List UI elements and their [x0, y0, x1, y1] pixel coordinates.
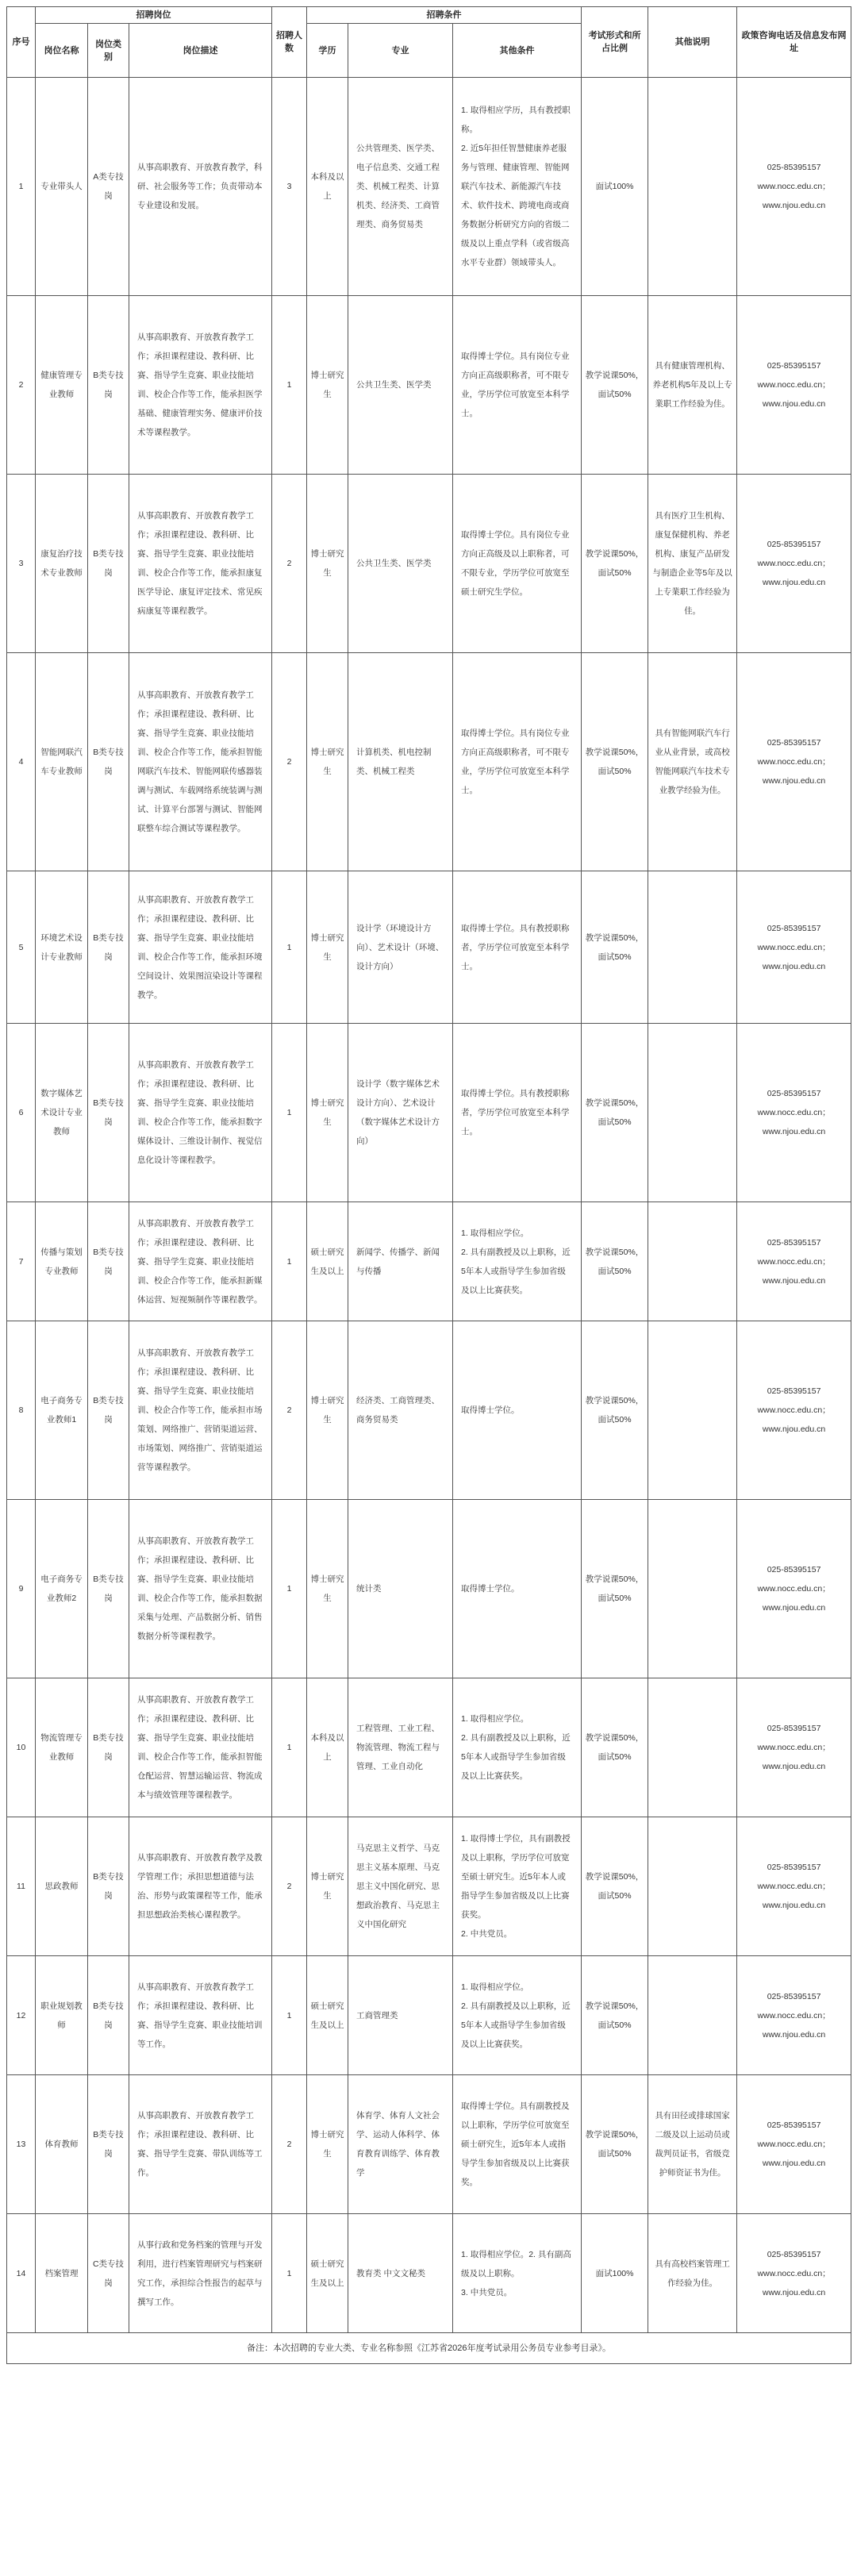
other-conditions: 取得博士学位。具有岗位专业方向正高级职称者，可不限专业，学历学位可放宽至本科学士。 — [453, 296, 582, 475]
header-group-conditions: 招聘条件 — [307, 7, 582, 24]
row-index: 8 — [7, 1321, 36, 1500]
other-conditions: 1. 取得博士学位，具有副教授及以上职称，学历学位可放宽至硕士研究生。近5年本人或指导学生参加省级及以上比赛获奖。 2. 中共党员。 — [453, 1817, 582, 1956]
contact-phone: 025-85395157 — [767, 1863, 821, 1872]
header-contact: 政策咨询电话及信息发布网址 — [737, 7, 851, 78]
table-row — [7, 1321, 851, 1500]
recruit-count: 1 — [272, 871, 307, 1024]
contact-phone: 025-85395157 — [767, 923, 821, 933]
info-url-link[interactable]: www.nocc.edu.cn； — [757, 559, 831, 568]
recruitment-table-container — [6, 6, 851, 2364]
other-note: 具有健康管理机构、养老机构5年及以上专業职工作经验为佳。 — [648, 296, 737, 475]
post-description: 从事高职教育、开放教育教学工作；承担课程建设、教科研、比赛、指导学生竞赛、职业技能培训、校企合作等工作，能承担环境空间设计、效果图渲染设计等课程教学。 — [129, 871, 272, 1024]
other-conditions: 取得博士学位。具有教授职称者，学历学位可放宽至本科学士。 — [453, 1024, 582, 1202]
other-conditions: 1. 取得相应学位。 2. 具有副教授及以上职称，近5年本人或指导学生参加省级及以上比赛获奖。 — [453, 1678, 582, 1817]
post-name: 环境艺术设计专业教师 — [36, 871, 88, 1024]
header-group-post: 招聘岗位 — [36, 7, 272, 24]
post-type: B类专技岗 — [88, 1202, 129, 1321]
post-description: 从事高职教育、开放教育教学工作；承担课程建设、教科研、比赛、指导学生竞赛、职业技能培训、校企合作等工作，能承担医学基础、健康管理实务、健康评价技术等课程教学。 — [129, 296, 272, 475]
row-index: 7 — [7, 1202, 36, 1321]
header-count: 招聘人数 — [272, 7, 307, 78]
major: 设计学（数字媒体艺术设计方向）、艺术设计（数字媒体艺术设计方向） — [348, 1024, 453, 1202]
table-row — [7, 653, 851, 871]
contact-info — [737, 1321, 851, 1500]
contact-info — [737, 296, 851, 475]
recruit-count: 1 — [272, 1678, 307, 1817]
other-note — [648, 1024, 737, 1202]
post-type: B类专技岗 — [88, 871, 129, 1024]
info-url-link[interactable]: www.njou.edu.cn — [762, 2029, 826, 2040]
contact-phone: 025-85395157 — [767, 1089, 821, 1098]
post-name: 传播与策划专业教师 — [36, 1202, 88, 1321]
degree: 博士研究生 — [307, 296, 348, 475]
recruit-count: 1 — [272, 2214, 307, 2333]
contact-phone: 025-85395157 — [767, 1237, 821, 1248]
post-name: 康复治疗技术专业教师 — [36, 475, 88, 653]
exam-form: 面试100% — [582, 2214, 648, 2333]
other-conditions: 取得博士学位。具有岗位专业方向正高级及以上职称者，可不限专业，学历学位可放宽至硕士研究生学位。 — [453, 475, 582, 653]
contact-phone: 025-85395157 — [767, 540, 821, 549]
header-other-cond: 其他条件 — [453, 24, 582, 78]
other-note — [648, 1202, 737, 1321]
info-url-link[interactable]: www.nocc.edu.cn； — [757, 380, 831, 390]
post-description: 从事高职教育、开放教育教学，科研、社会服务等工作；负责带动本专业建设和发展。 — [129, 78, 272, 296]
table-row — [7, 2214, 851, 2333]
post-description: 从事高职教育、开放教育教学工作；承担课程建设、教科研、比赛、指导学生竞赛、职业技能培训、校企合作等工作，能承担数据采集与处理、产品数据分析、销售数据分析等课程教学。 — [129, 1500, 272, 1678]
exam-form: 教学说课50%，面试50% — [582, 871, 648, 1024]
contact-phone: 025-85395157 — [767, 1724, 821, 1733]
table-row — [7, 78, 851, 296]
post-type: B类专技岗 — [88, 475, 129, 653]
exam-form: 教学说课50%，面试50% — [582, 1956, 648, 2075]
major: 教育类 中文文秘类 — [348, 2214, 453, 2333]
info-url-link[interactable]: www.nocc.edu.cn； — [757, 2268, 831, 2278]
row-index: 11 — [7, 1817, 36, 1956]
major: 马克思主义哲学、马克思主义基本原理、马克思主义中国化研究、思想政治教育、马克思主义中国化研究 — [348, 1817, 453, 1956]
row-index: 10 — [7, 1678, 36, 1817]
exam-form: 面试100% — [582, 78, 648, 296]
major: 新闻学、传播学、新闻与传播 — [348, 1202, 453, 1321]
other-note: 具有高校档案管理工作经验为佳。 — [648, 2214, 737, 2333]
header-post-name: 岗位名称 — [36, 24, 88, 78]
contact-info — [737, 653, 851, 871]
contact-info — [737, 1202, 851, 1321]
row-index: 6 — [7, 1024, 36, 1202]
contact-info — [737, 1678, 851, 1817]
major: 体育学、体育人文社会学、运动人体科学、体育教育训练学、体育教学 — [348, 2075, 453, 2214]
header-other-note: 其他说明 — [648, 7, 737, 78]
table-row — [7, 1202, 851, 1321]
contact-info — [737, 1500, 851, 1678]
other-conditions: 1. 取得相应学位。 2. 具有副教授及以上职称，近5年本人或指导学生参加省级及以上比赛获奖。 — [453, 1956, 582, 2075]
degree: 博士研究生 — [307, 1321, 348, 1500]
contact-phone: 025-85395157 — [767, 1386, 821, 1396]
other-conditions: 1. 取得相应学位。2. 具有副高级及以上职称。 3. 中共党员。 — [453, 2214, 582, 2333]
contact-info — [737, 1956, 851, 2075]
info-url-link[interactable]: www.njou.edu.cn — [762, 2159, 826, 2168]
contact-info — [737, 2214, 851, 2333]
contact-info — [737, 78, 851, 296]
post-description: 从事高职教育、开放教育教学工作；承担课程建设、教科研、比赛、指导学生竞赛、职业技能培训等工作。 — [129, 1956, 272, 2075]
post-type: B类专技岗 — [88, 1817, 129, 1956]
info-url-link[interactable]: www.njou.edu.cn — [762, 1762, 826, 1771]
info-url-link[interactable]: www.njou.edu.cn — [762, 961, 826, 971]
post-type: B类专技岗 — [88, 1024, 129, 1202]
info-url-link[interactable]: www.njou.edu.cn — [762, 1275, 826, 1286]
header-post-desc: 岗位描述 — [129, 24, 272, 78]
recruit-count: 2 — [272, 1321, 307, 1500]
degree: 博士研究生 — [307, 653, 348, 871]
post-name: 专业带头人 — [36, 78, 88, 296]
other-note: 具有医疗卫生机构、康复保健机构、养老机构、康复产品研发与制造企业等5年及以上专業职工作经验为佳。 — [648, 475, 737, 653]
row-index: 3 — [7, 475, 36, 653]
contact-info — [737, 1024, 851, 1202]
info-url-link[interactable]: www.njou.edu.cn — [762, 776, 826, 786]
header-degree: 学历 — [307, 24, 348, 78]
header-index: 序号 — [7, 7, 36, 78]
major: 公共卫生类、医学类 — [348, 296, 453, 475]
info-url-link[interactable]: www.nocc.edu.cn； — [757, 1256, 831, 1267]
row-index: 14 — [7, 2214, 36, 2333]
major: 计算机类、机电控制类、机械工程类 — [348, 653, 453, 871]
recruit-count: 1 — [272, 1024, 307, 1202]
post-type: B类专技岗 — [88, 1678, 129, 1817]
degree: 博士研究生 — [307, 1817, 348, 1956]
exam-form: 教学说课50%，面试50% — [582, 1024, 648, 1202]
info-url-link[interactable]: www.njou.edu.cn — [762, 201, 826, 210]
contact-phone: 025-85395157 — [767, 1565, 821, 1574]
info-url-link[interactable]: www.nocc.edu.cn； — [757, 2140, 831, 2149]
recruit-count: 1 — [272, 296, 307, 475]
exam-form: 教学说课50%，面试50% — [582, 653, 648, 871]
table-row — [7, 2075, 851, 2214]
post-name: 职业规划教师 — [36, 1956, 88, 2075]
row-index: 2 — [7, 296, 36, 475]
info-url-link[interactable]: www.nocc.edu.cn； — [757, 1743, 831, 1752]
exam-form: 教学说课50%，面试50% — [582, 2075, 648, 2214]
info-url-link[interactable]: www.njou.edu.cn — [762, 1424, 826, 1434]
info-url-link[interactable]: www.nocc.edu.cn； — [757, 757, 831, 767]
table-body — [7, 78, 851, 2333]
info-url-link[interactable]: www.nocc.edu.cn； — [757, 182, 831, 191]
info-url-link[interactable]: www.njou.edu.cn — [762, 399, 826, 409]
degree: 博士研究生 — [307, 475, 348, 653]
table-row — [7, 1817, 851, 1956]
info-url-link[interactable]: www.nocc.edu.cn； — [757, 1108, 831, 1117]
header-major: 专业 — [348, 24, 453, 78]
recruit-count: 3 — [272, 78, 307, 296]
degree: 博士研究生 — [307, 871, 348, 1024]
contact-info — [737, 2075, 851, 2214]
exam-form: 教学说课50%，面试50% — [582, 1817, 648, 1956]
row-index: 1 — [7, 78, 36, 296]
exam-form: 教学说课50%，面试50% — [582, 1678, 648, 1817]
major: 工商管理类 — [348, 1956, 453, 2075]
contact-info — [737, 475, 851, 653]
post-type: B类专技岗 — [88, 2075, 129, 2214]
info-url-link[interactable]: www.nocc.edu.cn； — [757, 942, 831, 952]
other-note — [648, 1321, 737, 1500]
post-type: B类专技岗 — [88, 653, 129, 871]
footnote-row — [7, 2333, 851, 2364]
recruit-count: 2 — [272, 2075, 307, 2214]
post-name: 电子商务专业教师2 — [36, 1500, 88, 1678]
degree: 博士研究生 — [307, 1500, 348, 1678]
recruit-count: 1 — [272, 1202, 307, 1321]
post-name: 智能网联汽车专业教师 — [36, 653, 88, 871]
post-description: 从事高职教育、开放教育教学工作；承担课程建设、教科研、比赛、指导学生竞赛、职业技能培训、校企合作等工作，能承担智能仓配运营、智慧运输运营、物流成本与绩效管理等课程教学。 — [129, 1678, 272, 1817]
post-description: 从事高职教育、开放教育教学工作；承担课程建设、教科研、比赛、指导学生竞赛、职业技能培训、校企合作等工作，能承担新媒体运营、短视频制作等课程教学。 — [129, 1202, 272, 1321]
post-description: 从事行政和党务档案的管理与开发利用，进行档案管理研究与档案研究工作，承担综合性报告的起草与撰写工作。 — [129, 2214, 272, 2333]
table-row — [7, 475, 851, 653]
other-conditions: 1. 取得相应学位。 2. 具有副教授及以上职称，近5年本人或指导学生参加省级及以上比赛获奖。 — [453, 1202, 582, 1321]
recruit-count: 1 — [272, 1500, 307, 1678]
post-name: 物流管理专业教师 — [36, 1678, 88, 1817]
table-row — [7, 871, 851, 1024]
post-description: 从事高职教育、开放教育教学工作；承担课程建设、教科研、比赛、指导学生竞赛、职业技能培训、校企合作等工作，能承担市场策划、网络推广、营销渠道运营、市场策划、网络推广、营销渠道运营等课程教学。 — [129, 1321, 272, 1500]
post-type: B类专技岗 — [88, 296, 129, 475]
contact-phone: 025-85395157 — [767, 2120, 821, 2130]
other-conditions: 取得博士学位。 — [453, 1500, 582, 1678]
degree: 硕士研究生及以上 — [307, 1202, 348, 1321]
table-row — [7, 1956, 851, 2075]
major: 统计类 — [348, 1500, 453, 1678]
info-url-link[interactable]: www.nocc.edu.cn； — [757, 1405, 831, 1415]
degree: 博士研究生 — [307, 2075, 348, 2214]
degree: 本科及以上 — [307, 1678, 348, 1817]
info-url-link[interactable]: www.njou.edu.cn — [762, 2287, 826, 2297]
info-url-link[interactable]: www.nocc.edu.cn； — [757, 1882, 831, 1891]
other-note — [648, 1500, 737, 1678]
row-index: 5 — [7, 871, 36, 1024]
post-description: 从事高职教育、开放教育教学及教学管理工作；承担思想道德与法治、形势与政策课程等工作，能承担思想政治类核心课程教学。 — [129, 1817, 272, 1956]
table-row — [7, 296, 851, 475]
table-row — [7, 1024, 851, 1202]
row-index: 9 — [7, 1500, 36, 1678]
footnote: 备注：本次招聘的专业大类、专业名称参照《江苏省2026年度考试录用公务员专业参考目录》。 — [7, 2333, 851, 2364]
other-note — [648, 1678, 737, 1817]
recruit-count: 2 — [272, 475, 307, 653]
other-conditions: 取得博士学位。具有岗位专业方向正高级职称者，可不限专业，学历学位可放宽至本科学士。 — [453, 653, 582, 871]
row-index: 12 — [7, 1956, 36, 2075]
row-index: 13 — [7, 2075, 36, 2214]
post-name: 数字媒体艺术设计专业教师 — [36, 1024, 88, 1202]
post-description: 从事高职教育、开放教育教学工作；承担课程建设、教科研、比赛、指导学生竞赛、带队训练等工作。 — [129, 2075, 272, 2214]
contact-info — [737, 871, 851, 1024]
post-type: B类专技岗 — [88, 1956, 129, 2075]
exam-form: 教学说课50%，面试50% — [582, 475, 648, 653]
contact-phone: 025-85395157 — [767, 163, 821, 172]
header-exam: 考试形式和所占比例 — [582, 7, 648, 78]
major: 经济类、工商管理类、商务贸易类 — [348, 1321, 453, 1500]
other-conditions: 取得博士学位。具有副教授及以上职称，学历学位可放宽至硕士研究生，近5年本人或指导学生参加省级及以上比赛获奖。 — [453, 2075, 582, 2214]
major: 设计学（环境设计方向）、艺术设计（环境、设计方向） — [348, 871, 453, 1024]
major: 公共管理类、医学类、电子信息类、交通工程类、机械工程类、计算机类、经济类、工商管理类、商务贸易类 — [348, 78, 453, 296]
contact-phone: 025-85395157 — [767, 738, 821, 748]
post-type: A类专技岗 — [88, 78, 129, 296]
major: 工程管理、工业工程、物流管理、物流工程与管理、工业自动化 — [348, 1678, 453, 1817]
other-note — [648, 78, 737, 296]
post-name: 电子商务专业教师1 — [36, 1321, 88, 1500]
post-description: 从事高职教育、开放教育教学工作；承担课程建设、教科研、比赛、指导学生竞赛、职业技能培训、校企合作等工作，能承担智能网联汽车技术、智能网联传感器装调与测试、车载网络系统装调与测试、计算平台部署与测试、智能网联整车综合测试等课程教学。 — [129, 653, 272, 871]
other-conditions: 1. 取得相应学历，具有教授职称。 2. 近5年担任智慧健康养老服务与管理、健康管理、智能网联汽车技术、新能源汽车技术、软件技术、跨境电商或商务数据分析研究方向的省级二级及以上重点学科（或省级高水平专业群）领域带头人。 — [453, 78, 582, 296]
info-url-link[interactable]: www.njou.edu.cn — [762, 578, 826, 587]
info-url-link[interactable]: www.njou.edu.cn — [762, 1603, 826, 1613]
degree: 本科及以上 — [307, 78, 348, 296]
contact-info — [737, 1817, 851, 1956]
table-row — [7, 1678, 851, 1817]
degree: 博士研究生 — [307, 1024, 348, 1202]
table-row — [7, 1500, 851, 1678]
contact-phone: 025-85395157 — [767, 2249, 821, 2259]
other-conditions: 取得博士学位。 — [453, 1321, 582, 1500]
contact-phone: 025-85395157 — [767, 1991, 821, 2001]
post-description: 从事高职教育、开放教育教学工作；承担课程建设、教科研、比赛、指导学生竞赛、职业技能培训、校企合作等工作，能承担康复医学导论、康复评定技术、常见疾病康复等课程教学。 — [129, 475, 272, 653]
other-conditions: 取得博士学位。具有教授职称者，学历学位可放宽至本科学士。 — [453, 871, 582, 1024]
post-type: B类专技岗 — [88, 1500, 129, 1678]
header-post-type: 岗位类别 — [88, 24, 129, 78]
other-note — [648, 871, 737, 1024]
post-type: B类专技岗 — [88, 1321, 129, 1500]
recruit-count: 1 — [272, 1956, 307, 2075]
degree: 硕士研究生及以上 — [307, 2214, 348, 2333]
degree: 硕士研究生及以上 — [307, 1956, 348, 2075]
info-url-link[interactable]: www.njou.edu.cn — [762, 1901, 826, 1910]
contact-phone: 025-85395157 — [767, 361, 821, 371]
exam-form: 教学说课50%，面试50% — [582, 296, 648, 475]
post-name: 档案管理 — [36, 2214, 88, 2333]
other-note — [648, 1956, 737, 2075]
other-note: 具有田径或排球国家二级及以上运动员或裁判员证书，省级竞护师资证书为佳。 — [648, 2075, 737, 2214]
post-name: 体育教师 — [36, 2075, 88, 2214]
other-note: 具有智能网联汽车行业从业背景，或高校智能网联汽车技术专业教学经验为佳。 — [648, 653, 737, 871]
recruit-count: 2 — [272, 653, 307, 871]
info-url-link[interactable]: www.nocc.edu.cn； — [757, 1584, 831, 1594]
post-name: 思政教师 — [36, 1817, 88, 1956]
exam-form: 教学说课50%，面试50% — [582, 1202, 648, 1321]
major: 公共卫生类、医学类 — [348, 475, 453, 653]
recruitment-table — [6, 6, 851, 2364]
exam-form: 教学说课50%，面试50% — [582, 1321, 648, 1500]
recruit-count: 2 — [272, 1817, 307, 1956]
post-name: 健康管理专业教师 — [36, 296, 88, 475]
other-note — [648, 1817, 737, 1956]
info-url-link[interactable]: www.njou.edu.cn — [762, 1127, 826, 1136]
row-index: 4 — [7, 653, 36, 871]
post-description: 从事高职教育、开放教育教学工作；承担课程建设、教科研、比赛、指导学生竞赛、职业技能培训、校企合作等工作，能承担数字媒体设计、三维设计制作、视觉信息化设计等课程教学。 — [129, 1024, 272, 1202]
exam-form: 教学说课50%，面试50% — [582, 1500, 648, 1678]
info-url-link[interactable]: www.nocc.edu.cn； — [757, 2010, 831, 2020]
header-row-1 — [7, 7, 851, 24]
post-type: C类专技岗 — [88, 2214, 129, 2333]
